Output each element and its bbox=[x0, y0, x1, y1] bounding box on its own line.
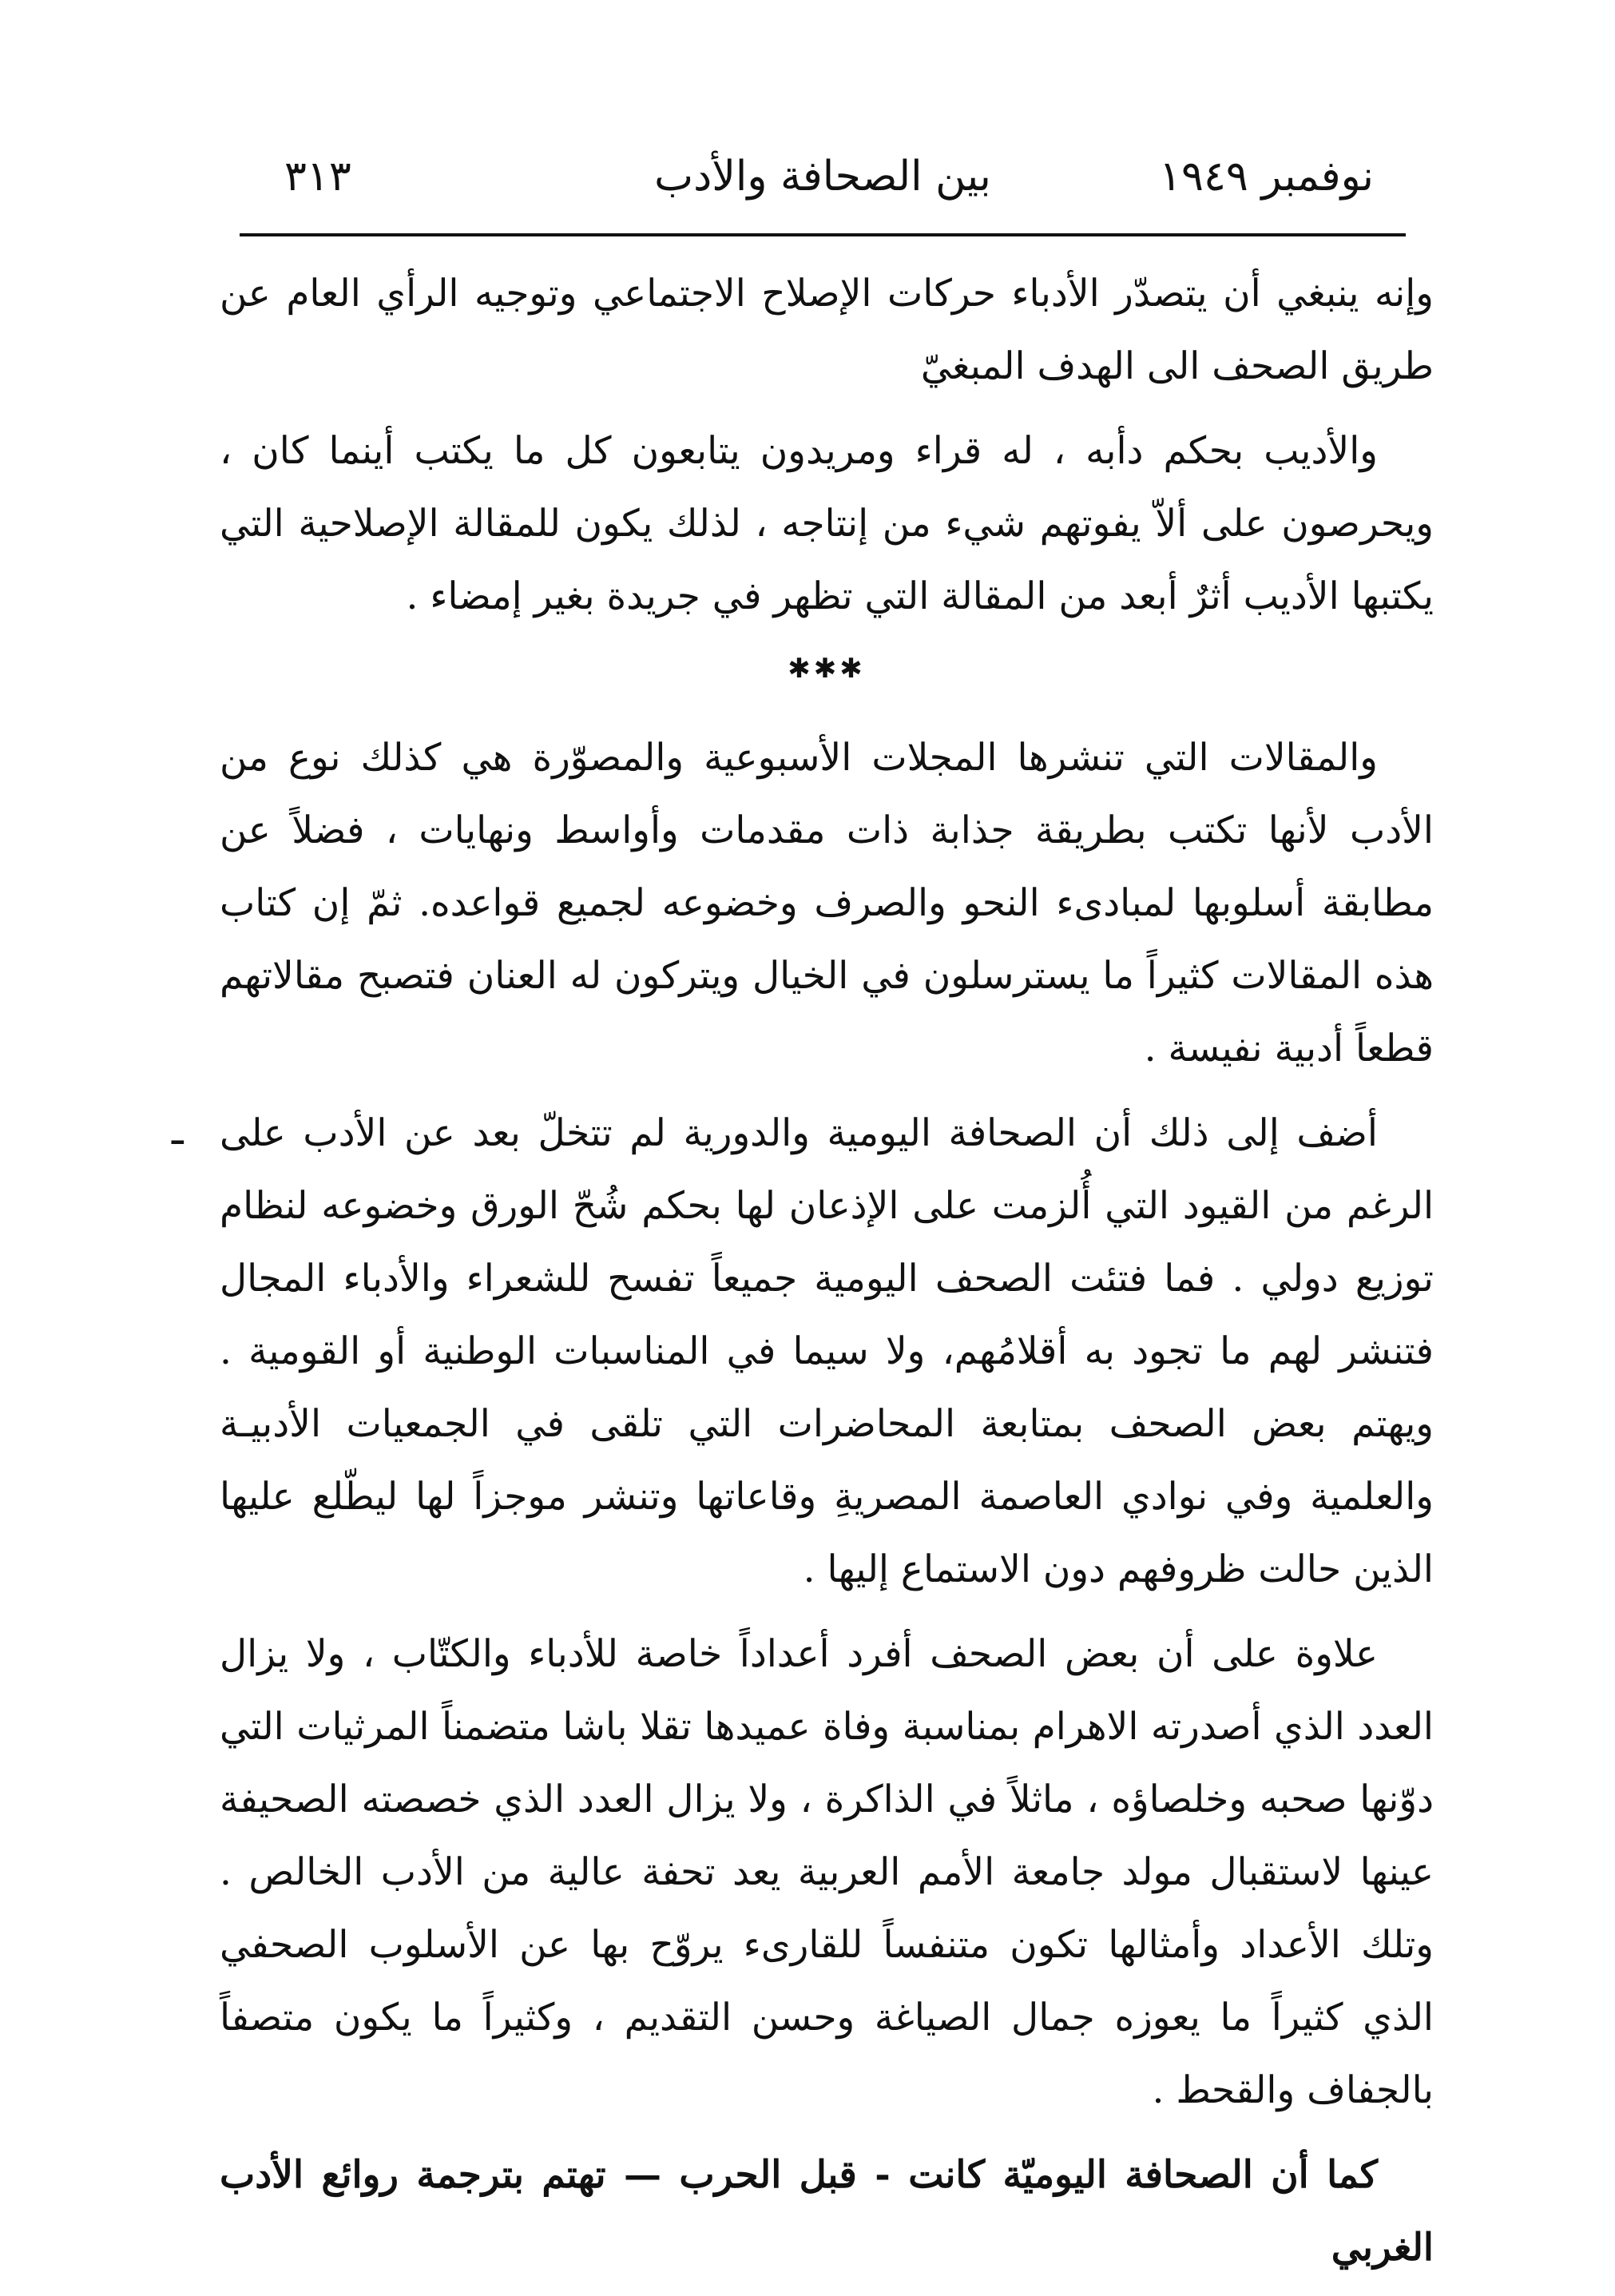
page-number: ٣١٣ bbox=[284, 153, 351, 201]
paragraph-3: والمقالات التي تنشرها المجلات الأسبوعية والمصوّرة هي كذلك نوع من الأدب لأنها تكتب بطريقة جذابة ذات مقدمات وأواسط ونهايات ، فضلاً عن مطابقة أسلوبها لمبادىء النحو والصرف وخضوعه لجميع قواعده. ثمّ إن كتاب هذه المقالات كثيراً ما يسترسلون في الخيال ويتركون له العنان فتصبح مقالاتهم قطعاً أدبية نفيسة . bbox=[220, 736, 1434, 1071]
paragraph-2: والأديب بحكم دأبه ، له قراء ومريدون يتابعون كل ما يكتب أينما كان ، ويحرصون على ألاّ يفوتهم شيء من إنتاجه ، لذلك يكون للمقالة الإصلاحية التي يكتبها الأديب أثرٌ أبعد من المقالة التي تظهر في جريدة بغير إمضاء . bbox=[220, 429, 1434, 618]
section-separator: ✱✱✱ bbox=[788, 653, 866, 685]
paragraph-6: كما أن الصحافة اليوميّة كانت - قبل الحرب — تهتم بترجمة روائع الأدب الغربي bbox=[220, 2153, 1434, 2270]
paragraph-5: علاوة على أن بعض الصحف أفرد أعداداً خاصة للأدباء والكتّاب ، ولا يزال العدد الذي أصدرته الاهرام بمناسبة وفاة عميدها تقلا باشا متضمناً المرثيات التي دوّنها صحبه وخلصاؤه ، ماثلاً في الذاكرة ، ولا يزال العدد الذي خصصته الصحيفة عينها لاستقبال مولد جامعة الأمم العربية يعد تحفة عالية من الأدب الخالص . وتلك الأعداد وأمثالها تكون متنفساً للقارىء يروّح بها عن الأسلوب الصحفي الذي كثيراً ما يعوزه جمال الصياغة وحسن التقديم ، وكثيراً ما يكون متصفاً بالجفاف والقحط . bbox=[220, 1632, 1434, 2112]
running-title: بين الصحافة والأدب bbox=[654, 153, 991, 201]
paragraph-4: أضف إلى ذلك أن الصحافة اليومية والدورية لم تتخلّ بعد عن الأدب على الرغم من القيود التي أُلزمت على الإذعان لها بحكم شُحّ الورق وخضوعه لنظام توزيع دولي . فما فتئت الصحف اليومية جميعاً تفسح للشعراء والأدباء المجال فتنشر لهم ما تجود به أقلامُهم، ولا سيما في المناسبات الوطنية أو القومية . ويهتم بعض الصحف بمتابعة المحاضرات التي تلقى في الجمعيات الأدبيـة والعلمية وفي نوادي العاصمة المصريةِ وقاعاتها وتنشر موجزاً لها ليطّلع عليها الذين حالت ظروفهم دون الاستماع إليها . bbox=[220, 1111, 1434, 1591]
paragraph-1: وإنه ينبغي أن يتصدّر الأدباء حركات الإصلاح الاجتماعي وتوجيه الرأي العام عن طريق الصحف الى الهدف المبغيّ bbox=[220, 272, 1434, 388]
running-header bbox=[240, 134, 1406, 222]
margin-mark: ـ bbox=[172, 1107, 184, 1154]
header-rule bbox=[240, 233, 1406, 236]
body-text bbox=[220, 257, 1434, 2296]
issue-date: نوفمبر ١٩٤٩ bbox=[1159, 153, 1374, 201]
